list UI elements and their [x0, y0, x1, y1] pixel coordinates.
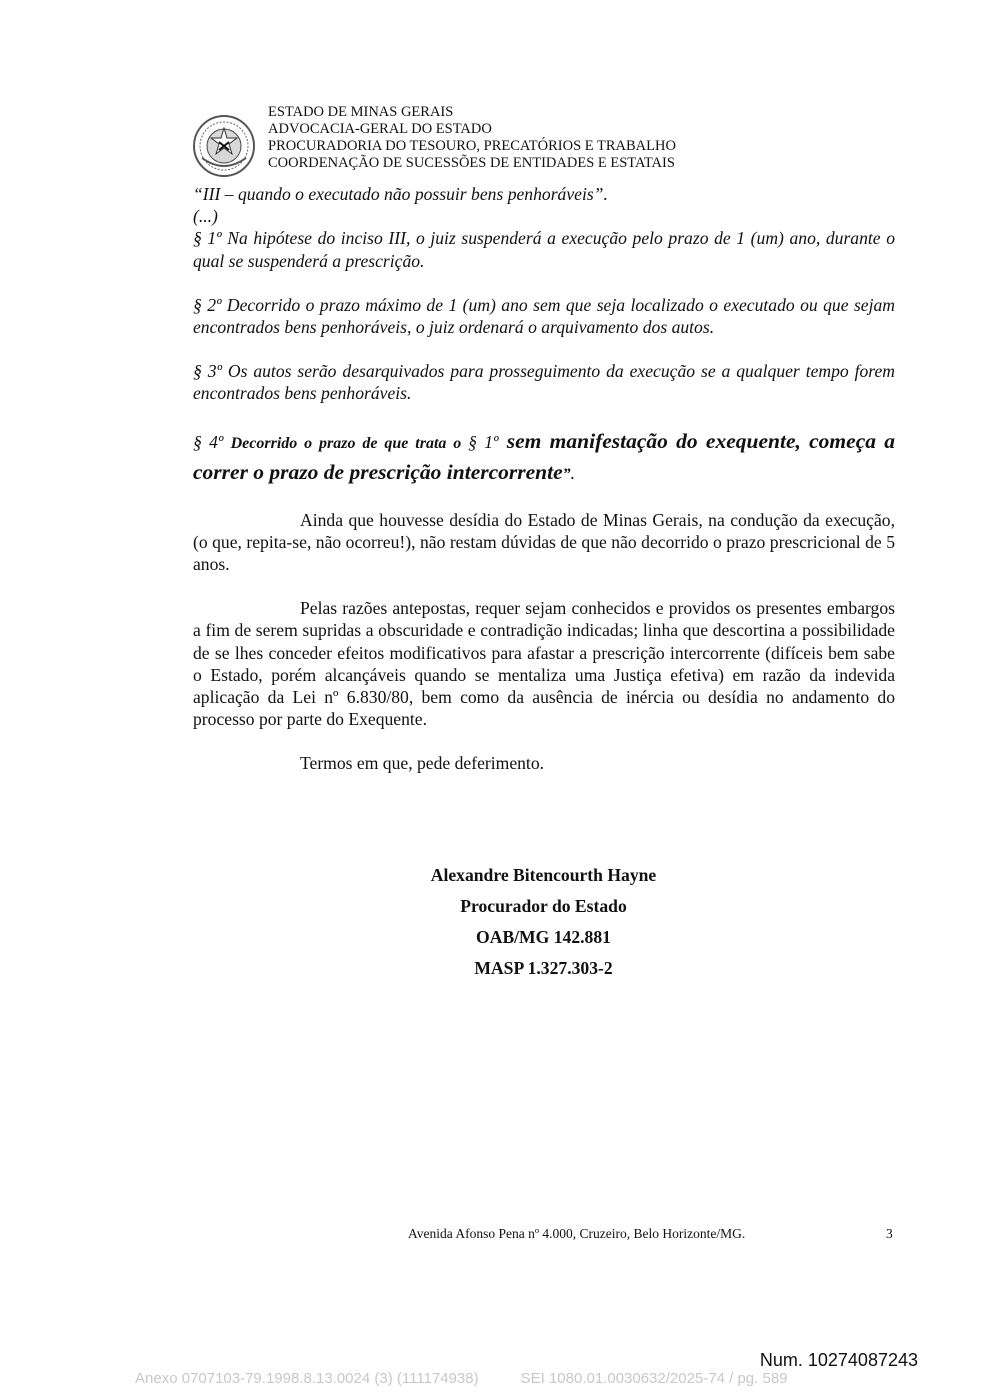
paragraph-4-ref: § 1º	[468, 431, 499, 452]
page-number: 3	[886, 1226, 893, 1241]
document-number: Num. 10274087243	[759, 1350, 918, 1370]
paragraph-4-quote-close: ”	[562, 465, 571, 483]
annex-reference: Anexo 0707103-79.1998.8.13.0024 (3) (111174938)	[135, 1370, 479, 1387]
footer-address: Avenida Afonso Pena nº 4.000, Cruzeiro, Belo Horizonte/MG.	[408, 1226, 746, 1241]
signer-oab: OAB/MG 142.881	[476, 927, 611, 947]
paragraph-4	[193, 427, 895, 489]
paragraph-1: § 1º Na hipótese do inciso III, o juiz suspenderá a execução pelo prazo de 1 (um) ano, durante o qual se suspenderá a prescrição.	[193, 228, 895, 271]
argument-paragraph-1: Ainda que houvesse desídia do Estado de Minas Gerais, na condução da execução, (o que, repita-se, não ocorreu!), não restam dúvidas de que não decorrido o prazo prescricional de 5 anos.	[193, 509, 895, 575]
header-agency: ADVOCACIA-GERAL DO ESTADO	[268, 121, 492, 137]
document-body	[193, 183, 895, 775]
quote-item-iii: “III – quando o executado não possuir bens penhoráveis”.	[193, 184, 608, 204]
paragraph-3: § 3º Os autos serão desarquivados para prosseguimento da execução se a qualquer tempo forem encontrados bens penhoráveis.	[193, 361, 895, 404]
paragraph-4-symbol: § 4º	[193, 431, 231, 452]
header-state: ESTADO DE MINAS GERAIS	[268, 104, 454, 120]
header-department: PROCURADORIA DO TESOURO, PRECATÓRIOS E TRABALHO	[268, 138, 676, 154]
argument-paragraph-2: Pelas razões antepostas, requer sejam conhecidos e providos os presentes embargos a fim de serem supridas a obscuridade e contradição indicadas; linha que descortina a possibilidade de se lhes conceder efeitos modificativos para afastar a prescrição intercorrente (difíceis bem sabe o Estado, porém alcançáveis quando se mentaliza uma Justiça efetiva) em razão da indevida aplicação da Lei nº 6.830/80, bem como da ausência de inércia ou desídia no andamento do processo por parte do Exequente.	[193, 598, 895, 730]
letterhead	[268, 104, 676, 172]
signature-block	[320, 864, 767, 988]
closing-line: Termos em que, pede deferimento.	[300, 753, 545, 774]
signer-name: Alexandre Bitencourth Hayne	[430, 865, 657, 885]
paragraph-4-period: .	[570, 462, 576, 483]
quote-ellipsis: (...)	[193, 206, 218, 227]
signer-masp: MASP 1.327.303-2	[474, 958, 613, 978]
coat-of-arms-seal	[192, 114, 256, 178]
sei-reference: SEI 1080.01.0030632/2025-74 / pg. 589	[520, 1370, 788, 1387]
header-coordination: COORDENAÇÃO DE SUCESSÕES DE ENTIDADES E ESTATAIS	[268, 155, 675, 171]
annex-stamp	[135, 1370, 788, 1387]
paragraph-2: § 2º Decorrido o prazo máximo de 1 (um) ano sem que seja localizado o executado ou que sejam encontrados bens penhoráveis, o juiz ordenará o arquivamento dos autos.	[193, 294, 895, 338]
signer-title: Procurador do Estado	[460, 896, 627, 916]
paragraph-4-emphasis: sem manifestação do exequente, começa a correr o prazo de prescrição intercorrente	[193, 428, 895, 484]
paragraph-4-lead: Decorrido o prazo de que trata o	[230, 434, 469, 452]
